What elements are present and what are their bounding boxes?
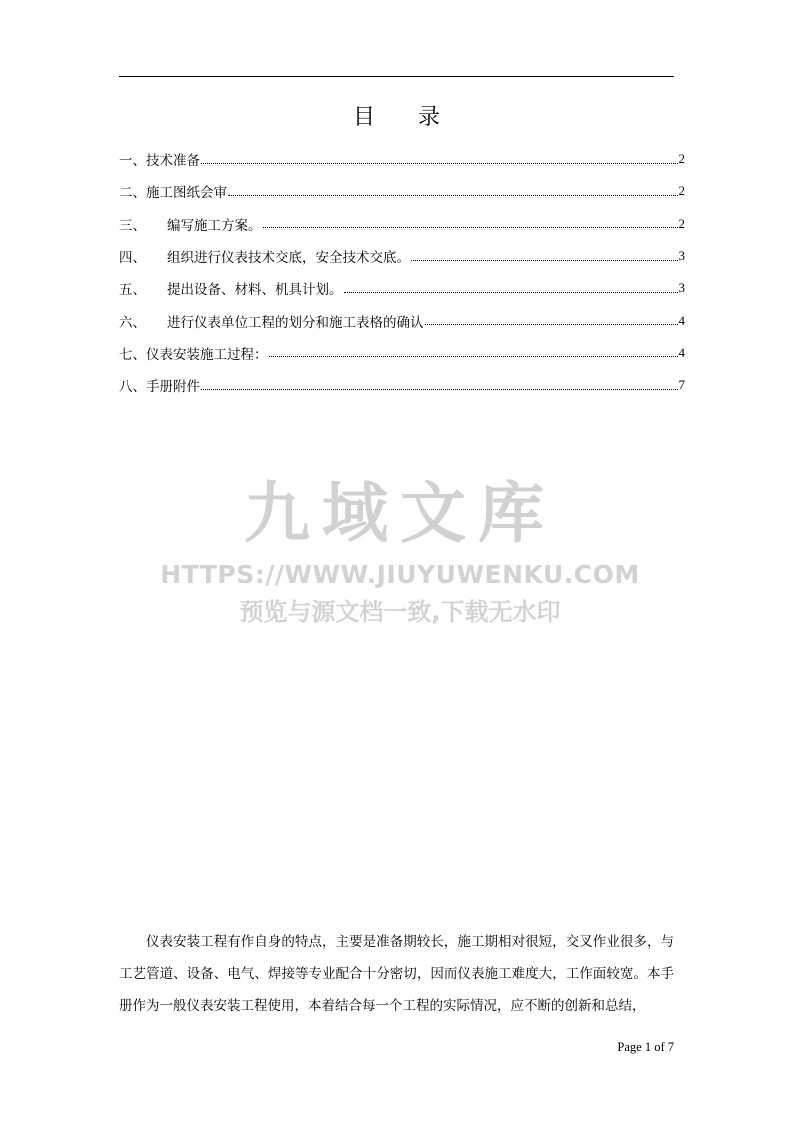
toc-entry-number: 四、	[119, 250, 146, 267]
toc-entry[interactable]	[119, 272, 685, 304]
toc-entry-label: 组织进行仪表技术交底，安全技术交底。	[167, 250, 410, 267]
toc-entry-number: 七、	[119, 346, 146, 363]
toc-entry[interactable]	[119, 240, 685, 272]
watermark	[150, 470, 650, 632]
watermark-logo: 九域文库	[244, 475, 556, 552]
toc-entry-number: 一、	[119, 153, 146, 170]
toc-entry-label: 编写施工方案。	[167, 217, 262, 234]
toc-entry-page: 4	[678, 344, 685, 360]
toc-entry-page: 4	[678, 312, 685, 328]
toc-entry-label: 进行仪表单位工程的划分和施工表格的确认	[167, 314, 424, 331]
toc-entry-number: 二、	[119, 185, 146, 202]
watermark-url: HTTPS://WWW.JIUYUWENKU.COM	[160, 560, 640, 589]
toc-entry-label: 提出设备、材料、机具计划。	[167, 282, 343, 299]
toc-title: 目 录	[353, 105, 458, 130]
toc-entry-label: 施工图纸会审	[146, 185, 227, 202]
page-footer: Page 1 of 7	[617, 1040, 674, 1054]
toc-entry[interactable]	[119, 304, 685, 336]
toc-entry-number: 八、	[119, 379, 146, 396]
toc-entry-page: 2	[678, 183, 685, 199]
toc-dot-leader	[263, 213, 678, 228]
toc-dot-leader	[201, 375, 678, 390]
toc-entry[interactable]	[119, 143, 685, 175]
toc-entry-page: 2	[678, 215, 685, 231]
toc-entry-label: 手册附件	[146, 379, 200, 396]
toc-entry-label: 仪表安装施工过程：	[146, 346, 268, 363]
toc-dot-leader	[425, 310, 678, 325]
intro-text: 仪表安装工程有作自身的特点，主要是准备期较长，施工期相对很短，交叉作业很多，与工艺管道、设备、电气、焊接等专业配合十分密切，因而仪表施工难度大，工作面较宽。本手册作为一般仪表安装工程使用，本着结合每一个工程的实际情况，应不断的创新和总结，	[119, 934, 674, 1014]
toc-entry[interactable]	[119, 208, 685, 240]
table-of-contents	[119, 143, 685, 401]
toc-entry-label: 技术准备	[146, 153, 200, 170]
intro-paragraph	[119, 926, 674, 1022]
toc-entry-page: 7	[678, 377, 685, 393]
toc-entry-page: 2	[678, 151, 685, 167]
toc-entry[interactable]	[119, 369, 685, 401]
toc-entry-number: 三、	[119, 217, 146, 234]
toc-entry-page: 3	[678, 280, 685, 296]
toc-dot-leader	[228, 181, 678, 196]
watermark-note: 预览与源文档一致,下载无水印	[239, 598, 561, 626]
toc-entry-page: 3	[678, 248, 685, 264]
toc-dot-leader	[201, 149, 678, 164]
header-rule	[119, 76, 674, 77]
toc-entry[interactable]	[119, 337, 685, 369]
toc-dot-leader	[411, 246, 678, 261]
toc-entry-number: 六、	[119, 314, 146, 331]
toc-entry-number: 五、	[119, 282, 146, 299]
toc-entry[interactable]	[119, 175, 685, 207]
toc-dot-leader	[344, 278, 678, 293]
toc-dot-leader	[269, 342, 678, 357]
